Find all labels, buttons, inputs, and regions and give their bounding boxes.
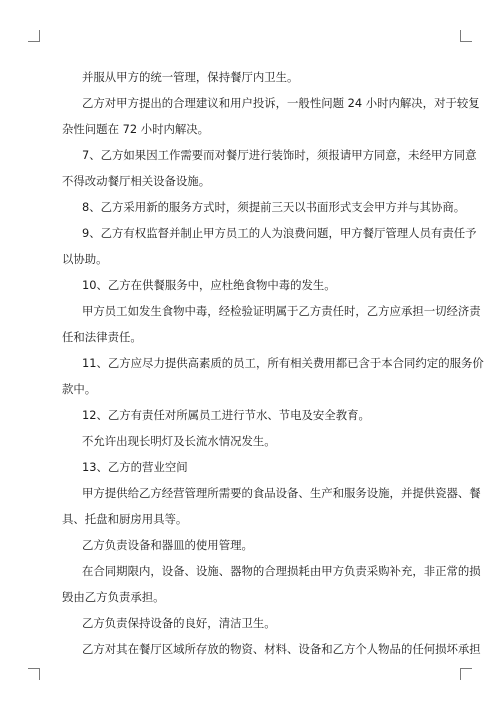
paragraph-line: 7、乙方如果因工作需要而对餐厅进行装饰时，须报请甲方同意，未经甲方同意	[82, 148, 477, 162]
paragraph-line: 不得改动餐厅相关设备设施。	[62, 174, 211, 188]
paragraph-line: 8、乙方采用新的服务方式时，须提前三天以书面形式支会甲方并与其协商。	[82, 200, 466, 214]
crop-mark-bottom-left	[28, 668, 40, 680]
paragraph	[62, 90, 480, 142]
paragraph	[62, 558, 481, 610]
paragraph	[62, 480, 481, 532]
paragraph-line: 11、乙方应尽力提供高素质的员工，所有相关费用都已含于本合同约定的服务价	[82, 356, 484, 370]
paragraph-line: 具、托盘和厨房用具等。	[62, 512, 188, 526]
paragraph-line: 10、乙方在供餐服务中，应杜绝食物中毒的发生。	[82, 278, 336, 292]
paragraph	[82, 272, 442, 298]
paragraph	[82, 454, 442, 480]
paragraph-line: 13、乙方的营业空间	[82, 460, 188, 474]
paragraph-line: 甲方提供给乙方经营管理所需要的食品设备、生产和服务设施，并提供瓷器、餐	[82, 486, 481, 500]
paragraph-line: 以协助。	[62, 252, 108, 266]
paragraph-line: 甲方员工如发生食物中毒，经检验证明属于乙方责任时，乙方应承担一切经济责	[82, 304, 481, 318]
paragraph-line: 12、乙方有责任对所属员工进行节水、节电及安全教育。	[82, 408, 370, 422]
crop-mark-top-right	[460, 30, 472, 42]
document-body	[62, 64, 484, 662]
paragraph-line: 乙方负责保持设备的良好，清洁卫生。	[82, 616, 276, 630]
paragraph	[82, 428, 442, 454]
crop-mark-top-left	[28, 30, 40, 42]
paragraph	[82, 194, 466, 220]
paragraph-line: 并服从甲方的统一管理，保持餐厅内卫生。	[82, 70, 299, 84]
paragraph	[62, 298, 481, 350]
paragraph-line: 毁由乙方负责承担。	[62, 590, 165, 604]
paragraph-line: 9、乙方有权监督并制止甲方员工的人为浪费问题，甲方餐厅管理人员有责任予	[82, 226, 477, 240]
paragraph-line: 款中。	[62, 382, 97, 396]
crop-mark-bottom-right	[460, 668, 472, 680]
paragraph-line: 不允许出现长明灯及长流水情况发生。	[82, 434, 276, 448]
paragraph-line: 乙方对其在餐厅区域所存放的物资、材料、设备和乙方个人物品的任何损坏承担	[82, 642, 481, 656]
paragraph-line: 乙方负责设备和器皿的使用管理。	[82, 538, 253, 552]
paragraph-line: 杂性问题在 72 小时内解决。	[62, 122, 210, 136]
paragraph	[82, 64, 442, 90]
paragraph-line: 乙方对甲方提出的合理建议和用户投诉，一般性问题 24 小时内解决，对于较复	[82, 96, 480, 110]
paragraph	[82, 402, 442, 428]
paragraph-line: 任和法律责任。	[62, 330, 142, 344]
paragraph	[62, 220, 477, 272]
paragraph-line: 在合同期限内，设备、设施、器物的合理损耗由甲方负责采购补充，非正常的损	[82, 564, 481, 578]
paragraph	[82, 532, 442, 558]
paragraph	[62, 142, 477, 194]
paragraph	[82, 610, 442, 636]
paragraph	[62, 350, 484, 402]
paragraph	[82, 636, 481, 662]
